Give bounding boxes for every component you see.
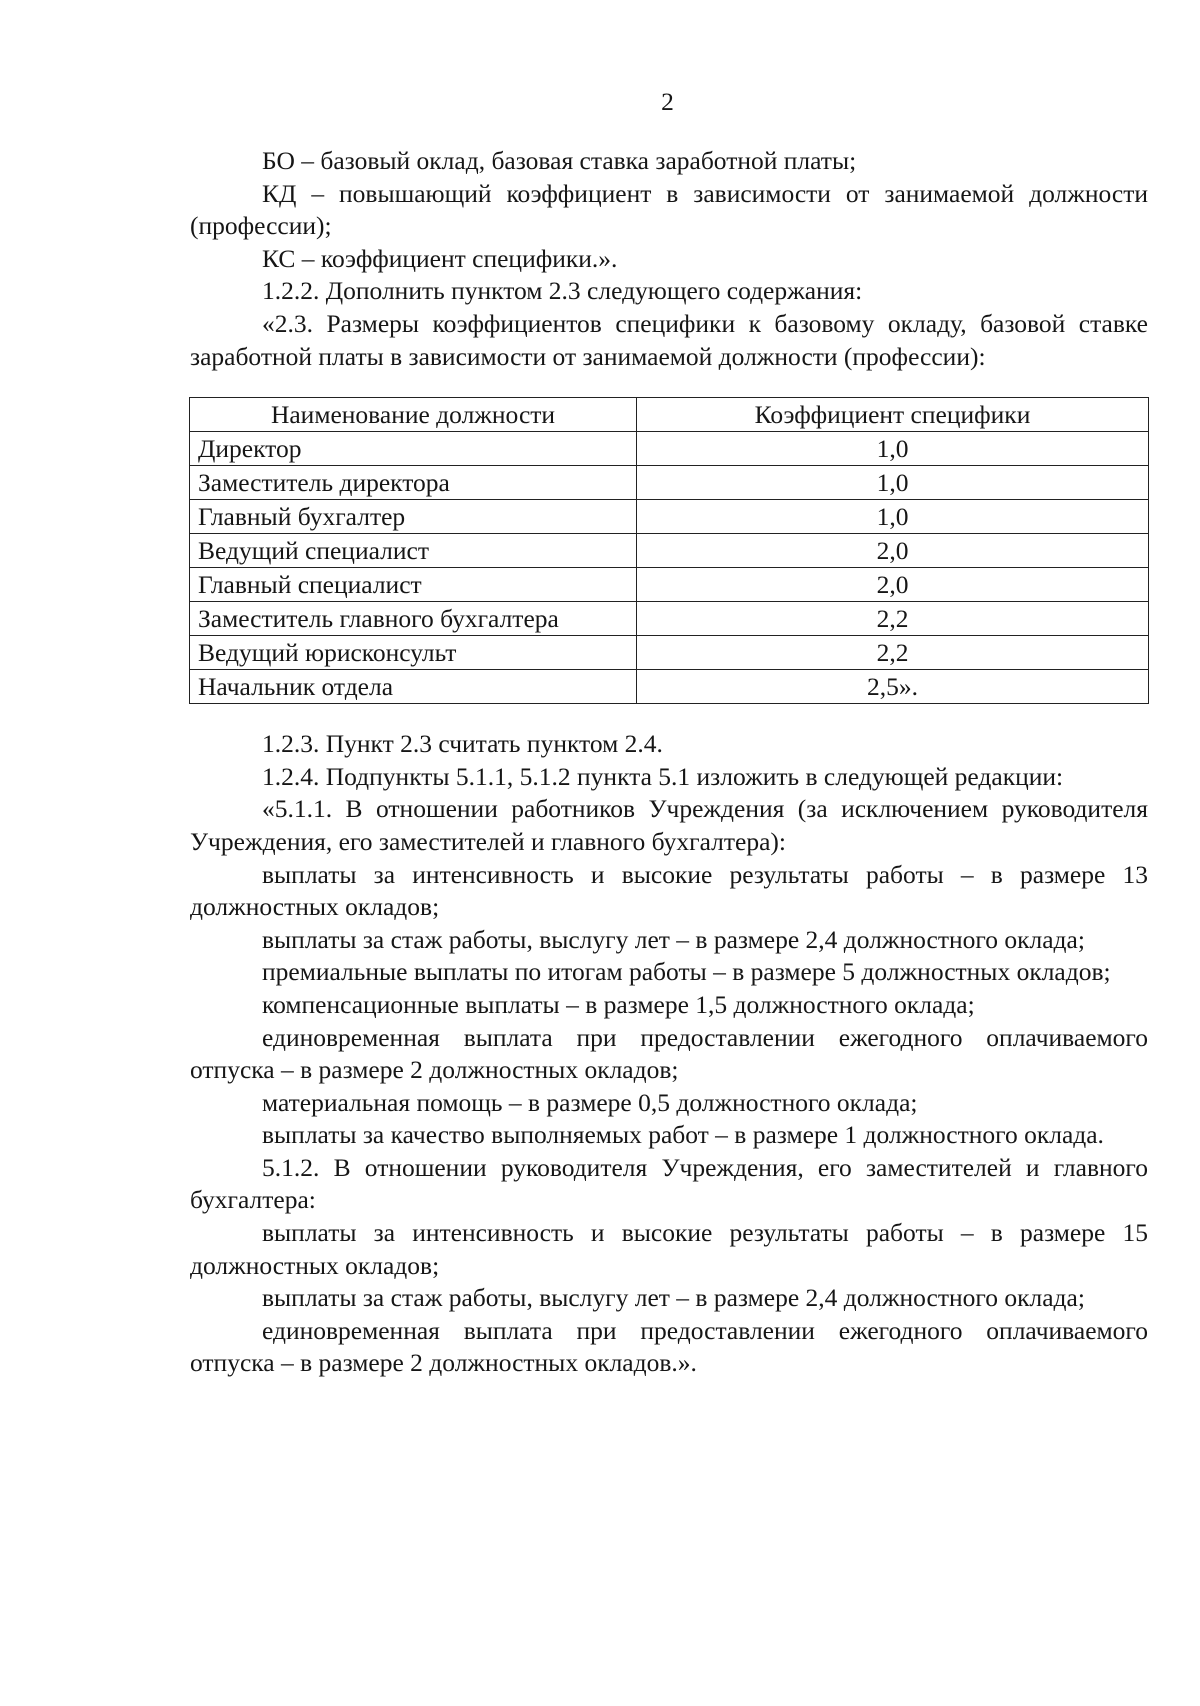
table-row: [190, 636, 1149, 670]
coefficient-cell: 1,0: [637, 432, 1149, 466]
table-row: [190, 500, 1149, 534]
subclause-5-1-1: «5.1.1. В отношении работников Учреждения (за исключением руководителя Учреждения, его заместителей и главного бухгалтера):: [190, 794, 1148, 856]
payment-item: материальная помощь – в размере 0,5 должностного оклада;: [262, 1087, 918, 1117]
payment-item: компенсационные выплаты – в размере 1,5 должностного оклада;: [262, 989, 975, 1019]
payment-item: единовременная выплата при предоставлении ежегодного оплачиваемого отпуска – в размере 2 должностных окладов.».: [190, 1315, 1148, 1378]
payment-item: выплаты за стаж работы, выслугу лет – в размере 2,4 должностного оклада;: [262, 1283, 1085, 1313]
position-cell: Начальник отдела: [190, 670, 637, 704]
definition-bo: БО – базовый оклад, базовая ставка заработной платы;: [262, 146, 857, 175]
payment-item: выплаты за интенсивность и высокие результаты работы – в размере 15 должностных окладов;: [190, 1218, 1148, 1280]
table-row: [190, 432, 1149, 466]
position-cell: Заместитель директора: [190, 466, 637, 500]
table-row: [190, 534, 1149, 568]
position-cell: Директор: [190, 432, 637, 466]
coefficient-cell: 2,5».: [637, 670, 1149, 704]
table-row: [190, 568, 1149, 602]
definition-ks: КС – коэффициент специфики.».: [262, 243, 618, 273]
definition-kd: КД – повышающий коэффициент в зависимости от занимаемой должности (профессии);: [190, 178, 1148, 241]
document-body: [190, 145, 1148, 1380]
position-cell: Ведущий специалист: [190, 534, 637, 568]
clause-1-2-4: 1.2.4. Подпункты 5.1.1, 5.1.2 пункта 5.1 изложить в следующей редакции:: [262, 761, 1064, 791]
table-header-row: [190, 398, 1149, 432]
coefficient-cell: 1,0: [637, 466, 1149, 500]
clause-2-3-intro: «2.3. Размеры коэффициентов специфики к базовому окладу, базовой ставке заработной платы в зависимости от занимаемой должности (профессии):: [190, 308, 1148, 371]
position-cell: Ведущий юрисконсульт: [190, 636, 637, 670]
clause-1-2-2: 1.2.2. Дополнить пунктом 2.3 следующего содержания:: [262, 276, 863, 306]
position-cell: Главный бухгалтер: [190, 500, 637, 534]
coefficient-cell: 2,0: [637, 534, 1149, 568]
payment-item: выплаты за стаж работы, выслугу лет – в размере 2,4 должностного оклада;: [262, 924, 1085, 954]
subclause-5-1-2: 5.1.2. В отношении руководителя Учреждения, его заместителей и главного бухгалтера:: [190, 1152, 1148, 1215]
page-number: 2: [661, 87, 674, 116]
table-row: [190, 602, 1149, 636]
position-cell: Заместитель главного бухгалтера: [190, 602, 637, 636]
column-header-coefficient: Коэффициент специфики: [637, 398, 1149, 432]
coefficient-cell: 1,0: [637, 500, 1149, 534]
payment-item: выплаты за качество выполняемых работ – в размере 1 должностного оклада.: [262, 1120, 1104, 1150]
coefficient-table: [189, 397, 1149, 704]
coefficient-cell: 2,2: [637, 636, 1149, 670]
position-cell: Главный специалист: [190, 568, 637, 602]
clause-1-2-3: 1.2.3. Пункт 2.3 считать пунктом 2.4.: [262, 729, 663, 759]
payment-item: выплаты за интенсивность и высокие результаты работы – в размере 13 должностных окладов;: [190, 859, 1148, 922]
coefficient-cell: 2,2: [637, 602, 1149, 636]
table-row: [190, 466, 1149, 500]
payment-item: премиальные выплаты по итогам работы – в размере 5 должностных окладов;: [262, 957, 1111, 987]
coefficient-cell: 2,0: [637, 568, 1149, 602]
column-header-position: Наименование должности: [190, 398, 637, 432]
table-row: [190, 670, 1149, 704]
payment-item: единовременная выплата при предоставлении ежегодного оплачиваемого отпуска – в размере 2 должностных окладов;: [190, 1022, 1148, 1085]
